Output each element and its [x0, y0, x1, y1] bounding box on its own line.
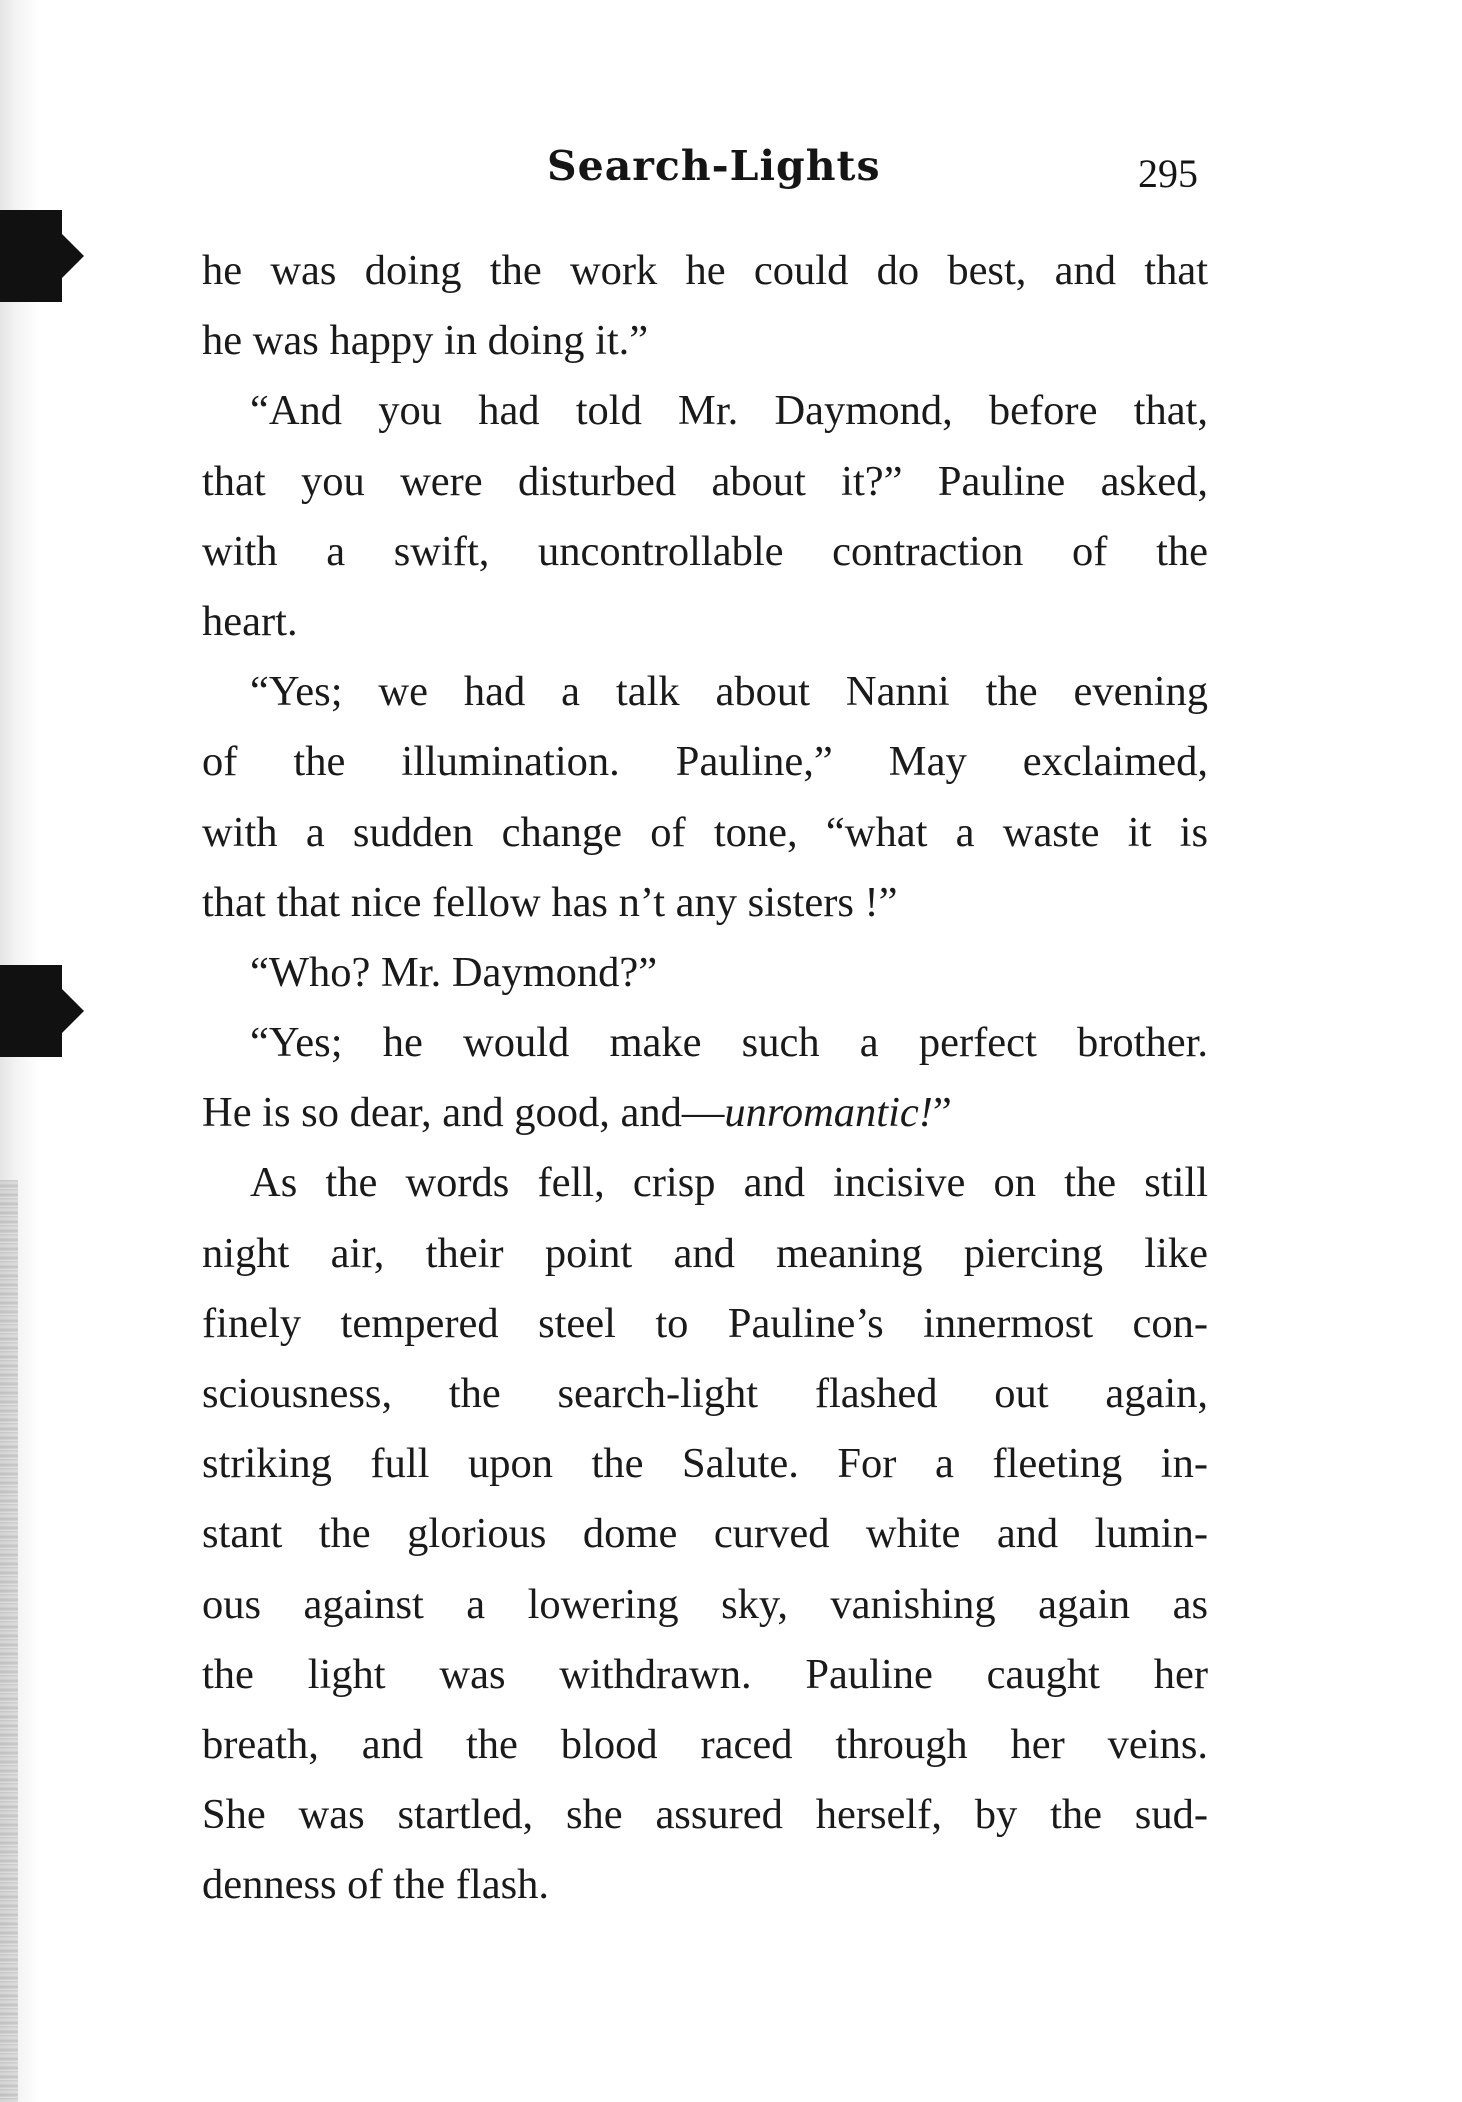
text-line-content: the light was withdrawn. Pauline caught her: [202, 1650, 1208, 1698]
text-line: [202, 938, 1208, 1008]
text-line: [202, 587, 1208, 657]
text-line: [202, 376, 1208, 446]
text-line: [202, 1710, 1208, 1780]
text-line-content: “Yes; he would make such a perfect brother.: [250, 1019, 1208, 1067]
thumb-index-tab-lower: [0, 965, 62, 1057]
text-line-content: with a swift, uncontrollable contraction of the: [202, 527, 1208, 575]
text-line-content: that that nice fellow has n’t any sisters !”: [202, 878, 898, 926]
text-line-content: of the illumination. Pauline,” May exclaimed,: [202, 738, 1208, 786]
text-line: [202, 1780, 1208, 1850]
text-line-content: ous against a lowering sky, vanishing again as: [202, 1580, 1208, 1628]
text-line: [202, 1289, 1208, 1359]
text-line: [202, 517, 1208, 587]
text-line-content: stant the glorious dome curved white and lumin-: [202, 1510, 1208, 1558]
text-line-content: She was startled, she assured herself, by the sud-: [202, 1791, 1208, 1839]
text-line-content: As the words fell, crisp and incisive on the still: [250, 1159, 1208, 1207]
text-line-content: “And you had told Mr. Daymond, before that,: [250, 387, 1208, 435]
text-line: [202, 1850, 1208, 1920]
text-line-content: that you were disturbed about it?” Pauline asked,: [202, 457, 1208, 505]
page-number: 295: [1138, 151, 1198, 196]
text-line: [202, 447, 1208, 517]
text-line-content: he was doing the work he could do best, and that: [202, 247, 1208, 294]
text-line: [202, 1570, 1208, 1640]
text-line: [202, 1078, 1208, 1148]
running-head: Search-Lights: [547, 142, 881, 190]
text-line-content: striking full upon the Salute. For a fleeting in-: [202, 1440, 1208, 1488]
text-line-content: sciousness, the search-light flashed out again,: [202, 1370, 1208, 1417]
text-line: [202, 727, 1208, 797]
text-line: [202, 868, 1208, 938]
closing-quote: ”: [932, 1089, 952, 1137]
text-line: [202, 798, 1208, 868]
text-line: [202, 1219, 1208, 1289]
text-line-content: “Yes; we had a talk about Nanni the evening: [250, 668, 1208, 716]
text-line: [202, 657, 1208, 727]
text-line: [202, 1359, 1208, 1429]
text-line-content: night air, their point and meaning piercing like: [202, 1229, 1208, 1277]
text-line-content: He is so dear, and good, and—: [202, 1089, 725, 1137]
text-line: [202, 1499, 1208, 1569]
text-line-content: with a sudden change of tone, “what a waste it is: [202, 808, 1208, 856]
text-line-content: breath, and the blood raced through her veins.: [202, 1720, 1208, 1768]
text-line: [202, 1640, 1208, 1710]
text-line: [202, 236, 1208, 306]
text-line-content: “Who? Mr. Daymond?”: [250, 948, 658, 996]
text-line-content: denness of the flash.: [202, 1861, 549, 1909]
text-line: [202, 1008, 1208, 1078]
text-line-content: heart.: [202, 597, 298, 645]
text-line-content: he was happy in doing it.”: [202, 317, 649, 365]
text-line: [202, 1429, 1208, 1499]
thumb-index-tab-upper: [0, 210, 62, 302]
text-line-content: finely tempered steel to Pauline’s innermost con-: [202, 1299, 1208, 1347]
text-line: [202, 1148, 1208, 1218]
body-text: [202, 236, 1208, 1921]
italic-word: unromantic!: [724, 1089, 933, 1137]
page-gutter-binding: [0, 1180, 18, 2102]
text-line: [202, 306, 1208, 376]
